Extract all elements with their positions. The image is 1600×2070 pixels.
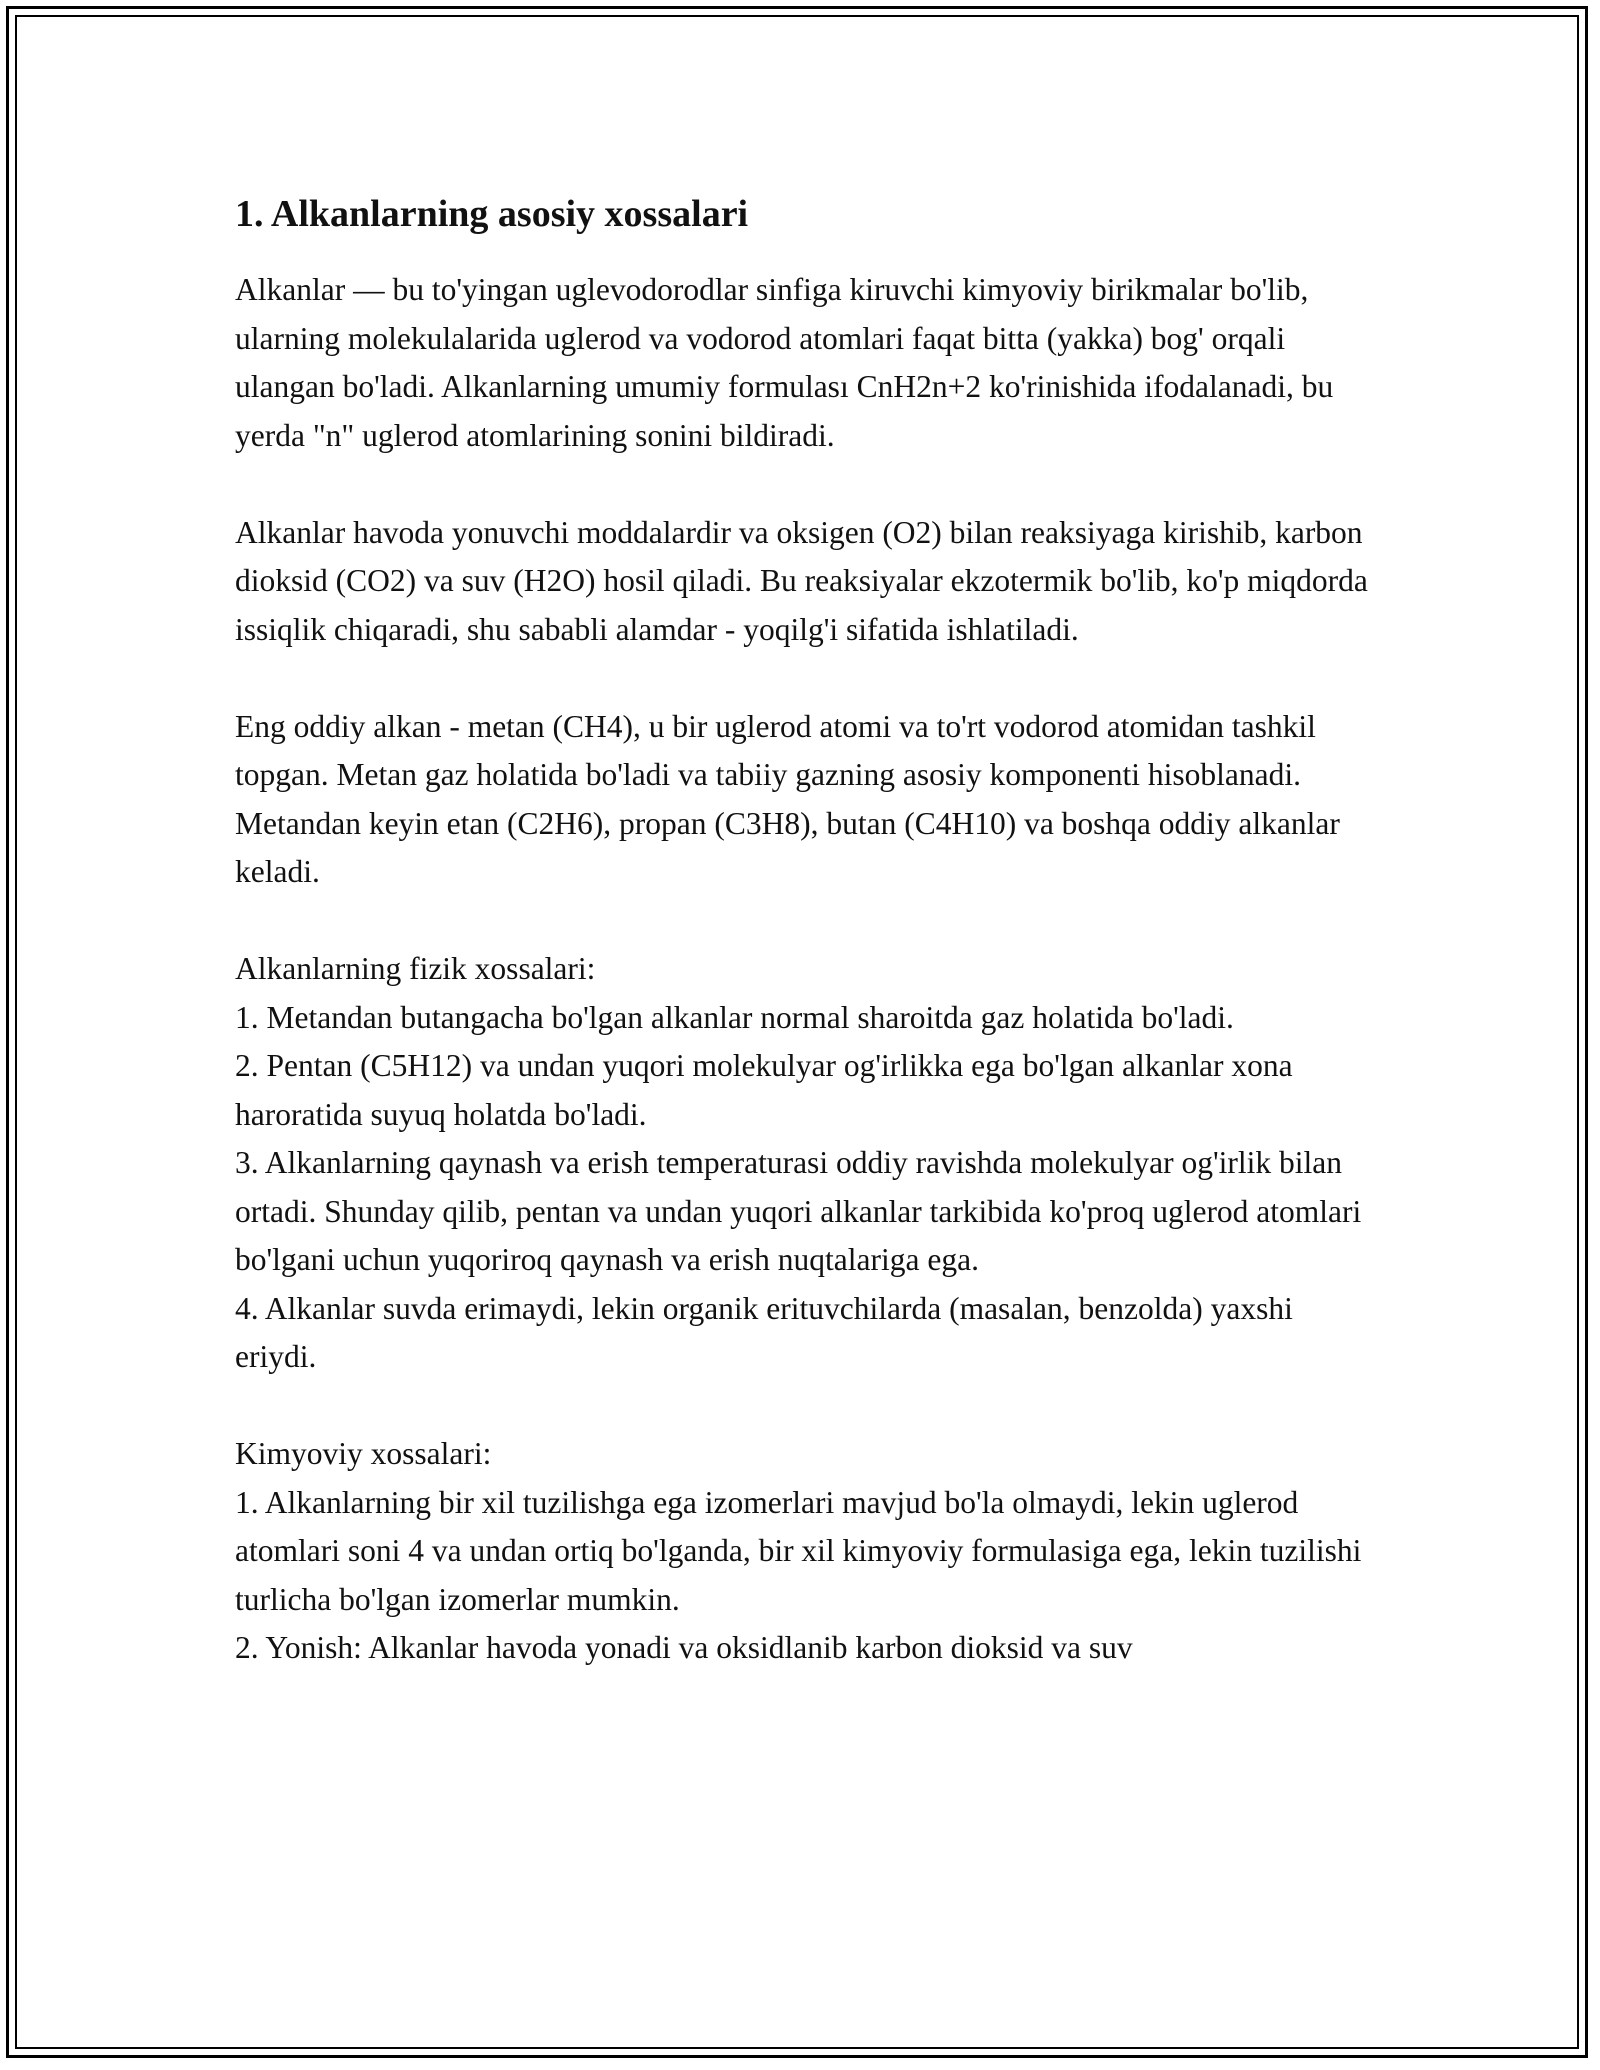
- paragraph-combustion: Alkanlar havoda yonuvchi moddalardir va oksigen (O2) bilan reaksiyaga kirishib, karbon dioksid (CO2) va suv (H2O) hosil qiladi. Bu reaksiyalar ekzotermik bo'lib, ko'p miqdorda issiqlik chiqaradi, shu sababli alamdar - yoqilg'i sifatida ishlatiladi.: [235, 514, 1368, 647]
- paragraph-methane: Eng oddiy alkan - metan (CH4), u bir uglerod atomi va to'rt vodorod atomidan tashkil topgan. Metan gaz holatida bo'ladi va tabiiy gazning asosiy komponenti hisoblanadi. Metandan keyin etan (C2H6), propan (C3H8), butan (C4H10) va boshqa oddiy alkanlar keladi.: [235, 708, 1340, 889]
- physical-property-item: 4. Alkanlar suvda erimaydi, lekin organik erituvchilarda (masalan, benzolda) yaxshi eriydi.: [235, 1290, 1293, 1374]
- physical-property-item: 2. Pentan (C5H12) va undan yuqori molekulyar og'irlikka ega bo'lgan alkanlar xona haroratida suyuq holatda bo'ladi.: [235, 1048, 1293, 1132]
- chemical-properties-heading: Kimyoviy xossalari:: [235, 1436, 492, 1471]
- paragraph-gap: [235, 654, 1375, 703]
- paragraph-gap: [235, 1382, 1375, 1431]
- paragraph-definition: Alkanlar — bu to'yingan uglevodorodlar sinfiga kiruvchi kimyoviy birikmalar bo'lib, ularning molekulalarida uglerod va vodorod atomlari faqat bitta (yakka) bog' orqali ulangan bo'ladi. Alkanlarning umumiy formulası CnH2n+2 ko'rinishida ifodalanadi, bu yerda "n" uglerod atomlarining sonini bildiradi.: [235, 272, 1334, 453]
- physical-property-item: 1. Metandan butangacha bo'lgan alkanlar normal sharoitda gaz holatida bo'ladi.: [235, 999, 1234, 1035]
- chemical-property-item: 1. Alkanlarning bir xil tuzilishga ega izomerlari mavjud bo'la olmaydi, lekin uglerod atomlari soni 4 va undan ortiq bo'lganda, bir xil kimyoviy formulasiga ega, lekin tuzilishi turlicha bo'lgan izomerlar mumkin.: [235, 1484, 1362, 1617]
- paragraph-gap: [235, 460, 1375, 509]
- paragraph-gap: [235, 897, 1375, 946]
- section-title: 1. Alkanlarning asosiy xossalari: [235, 193, 749, 235]
- document-body: [235, 188, 1375, 1673]
- chemical-property-item: 2. Yonish: Alkanlar havoda yonadi va oksidlanib karbon dioksid va suv: [235, 1630, 1133, 1665]
- physical-property-item: 3. Alkanlarning qaynash va erish temperaturasi oddiy ravishda molekulyar og'irlik bilan ortadi. Shunday qilib, pentan va undan yuqori alkanlar tarkibida ko'proq uglerod atomlari bo'lgani uchun yuqoriroq qaynash va erish nuqtalariga ega.: [235, 1145, 1362, 1277]
- physical-properties-heading: Alkanlarning fizik xossalari:: [235, 951, 596, 986]
